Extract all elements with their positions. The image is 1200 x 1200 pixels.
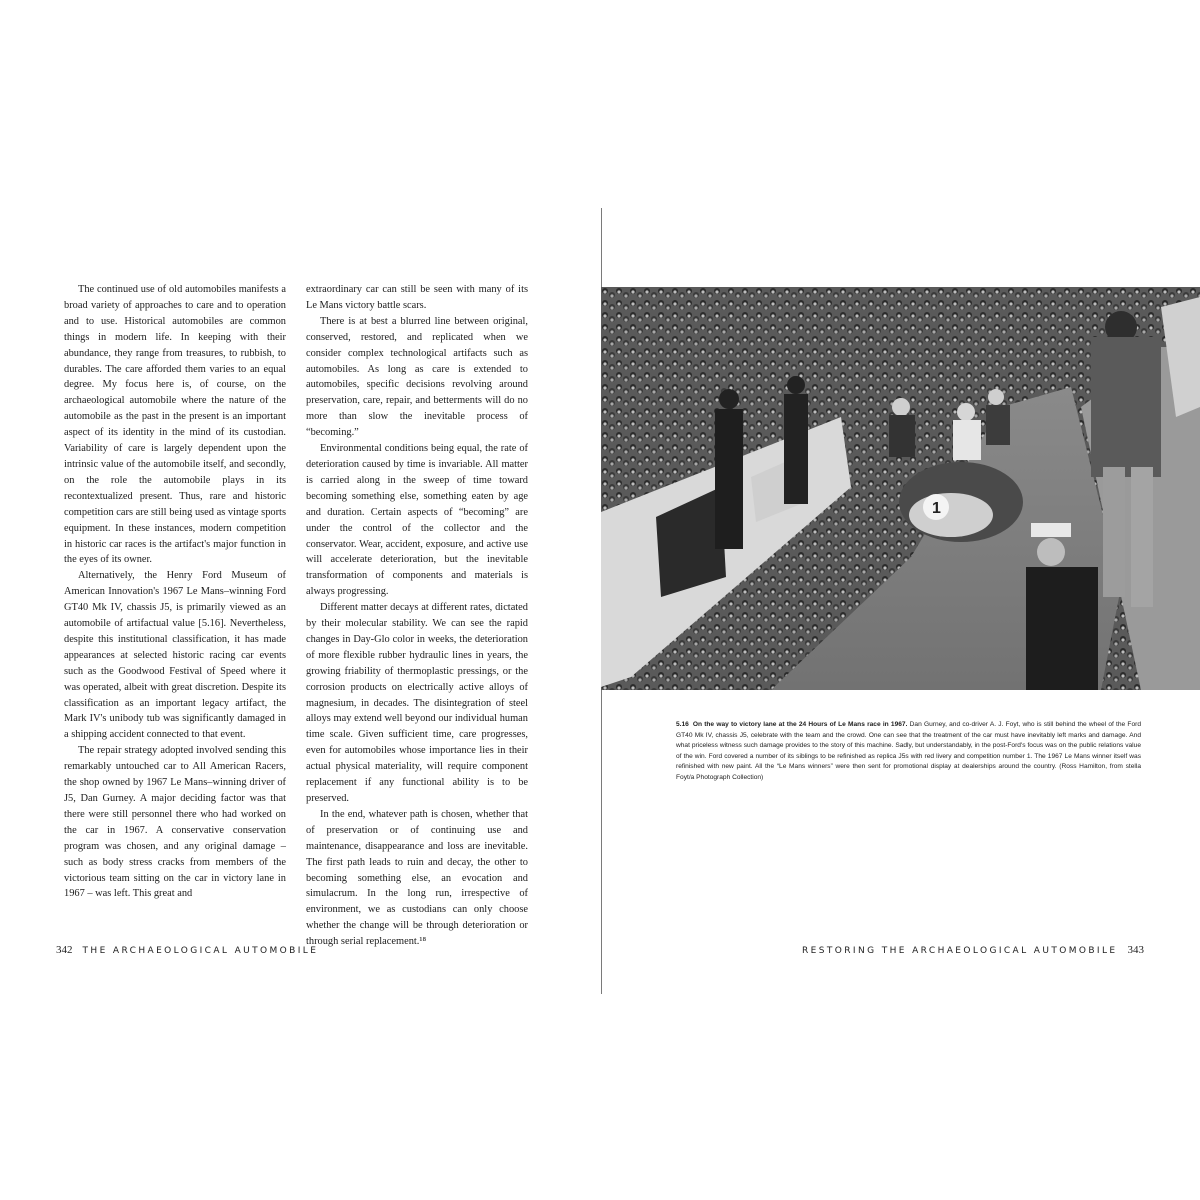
race-photo-illustration [601, 287, 1200, 690]
paragraph: The repair strategy adopted involved sending this remarkably untouched car to All American Racers, the shop owned by 1967 Le Mans–winning driver of J5, Dan Gurney. A major deciding factor was that there were still personnel there who had worked on the car in 1967. A conservative conservation program was chosen, and any original damage – such as body stress cracks from members of the victorious team sitting on the car in victory lane in 1967 – was left. This great and [64, 745, 286, 900]
paragraph: extraordinary car can still be seen with many of its Le Mans victory battle scars. [306, 284, 528, 311]
paragraph: Different matter decays at different rates, dictated by their molecular stability. We can see the rapid changes in Day-Glo color in weeks, the deterioration of more flexible rubber hydraulic lines in years, the growing friability of thermoplastic pressings, or the corrosion products on electrically active alloys of magnesium, in decades. The disintegration of steel alloys may extend well beyond our individual human time scale. Given sufficient time, care progresses, even for automobiles whose importance lies in their actual physical materiality, will require component replacement if any functional ability is to be preserved. [306, 602, 528, 804]
text-column-1 [64, 282, 286, 902]
right-folio [802, 944, 1144, 956]
caption-text: Dan Gurney, and co-driver A. J. Foyt, who is still behind the wheel of the Ford GT40 Mk IV, chassis J5, celebrate with the team and the crowd. One can see that the treatment of the car must have inevitably left marks and damage. And what priceless witness such damage provides to the story of this machine. Sadly, but understandably, in the post-Ford's focus was on the public relations value of the win. Ford covered a number of its siblings to be refinished as replica J5s with red livery and competition number 1. The 1967 Le Mans winner itself was refinished with new paint. All the “Le Mans winners” were then sent for promotional display at dealerships around the country. (Ross Hamilton, from stella Foyt/a Photograph Collection) [676, 721, 1141, 781]
left-folio [56, 944, 318, 956]
paragraph: Alternatively, the Henry Ford Museum of American Innovation's 1967 Le Mans–winning Ford GT40 Mk IV, chassis J5, is primarily viewed as an automobile of artifactual value [5.16]. Nevertheless, despite this institutional classification, it has made appearances at selected historic racing car events such as the Goodwood Festival of Speed where it was operated, albeit with great discretion. Despite its classification as an important legacy artifact, the Mark IV's unibody tub was significantly damaged in a shipping accident connected to that event. [64, 570, 286, 741]
text-column-2 [306, 282, 528, 950]
race-photo [601, 287, 1200, 690]
running-head: RESTORING THE ARCHAEOLOGICAL AUTOMOBILE [802, 946, 1118, 956]
figure-caption [676, 720, 1141, 783]
paragraph: The continued use of old automobiles manifests a broad variety of approaches to care and to operation and to use. Historical automobiles are common things in modern life. In keeping with their abundance, they range from treasures, to rubbish, to durables. The care afforded them varies to an equal degree. My focus here is, of course, on the archaeological automobile where the nature of the automobile as the past in the present is an important aspect of its identity in the mind of its custodian. Variability of care is largely dependent upon the intrinsic value of the automobile itself, and secondly, on the role the automobile plays in its recontextualized present. Thus, rare and historic competition cars are still being used as vintage sports equipment. In these instances, modern competition in historic car races is the artifact's major function in the eyes of its owner. [64, 284, 286, 566]
page-number: 342 [56, 944, 73, 956]
paragraph: In the end, whatever path is chosen, whether that of preservation or of continuing use and maintenance, disappearance and loss are inevitable. The first path leads to ruin and decay, the other to becoming something else, an evocation and simulacrum. In the long run, irrespective of environment, we as custodians can only choose whether the change will be through deterioration or through serial replacement.¹⁸ [306, 808, 528, 948]
figure-number: 5.16 [676, 721, 689, 728]
car-number: 1 [932, 500, 941, 517]
paragraph: Environmental conditions being equal, the rate of deterioration caused by time is invariable. All matter is carried along in the sweep of time toward becoming something else, something eaten by age and duration. Certain aspects of “becoming” are under the control of the collector and the conservator. Wear, accident, exposure, and active use will accelerate deterioration, but the inevitable transformation of components and materials is always progressing. [306, 443, 528, 598]
page-number: 343 [1127, 944, 1144, 956]
running-head: THE ARCHAEOLOGICAL AUTOMOBILE [82, 946, 319, 956]
caption-lead: On the way to victory lane at the 24 Hours of Le Mans race in 1967. [692, 721, 908, 728]
paragraph: There is at best a blurred line between original, conserved, restored, and replicated when we consider complex technological artifacts such as automobiles. As long as care is extended to automobiles, specific decisions revolving around preservation, care, repair, and betterments will do no more than slow the inevitable process of “becoming.” [306, 315, 528, 439]
